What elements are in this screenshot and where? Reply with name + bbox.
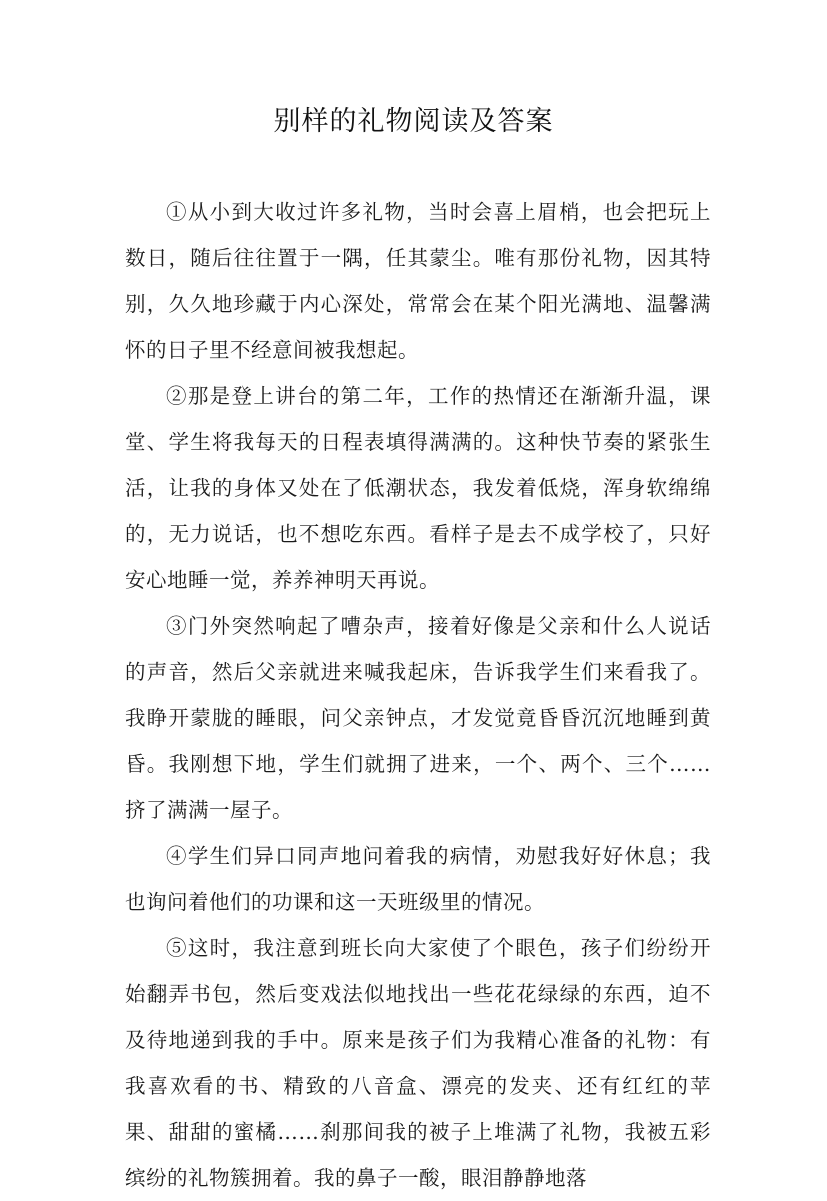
paragraph-2: ②那是登上讲台的第二年，工作的热情还在渐渐升温，课堂、学生将我每天的日程表填得满满的。这种快节奏的紧张生活，让我的身体又处在了低潮状态，我发着低烧，浑身软绵绵的，无力说话，也不想吃东西。看样子是去不成学校了，只好安心地睡一觉，养养神明天再说。 (125, 384, 711, 592)
paragraph-4: ④学生们异口同声地问着我的病情，劝慰我好好休息；我也询问着他们的功课和这一天班级里的情况。 (125, 844, 711, 914)
paragraph-5: ⑤这时，我注意到班长向大家使了个眼色，孩子们纷纷开始翻弄书包，然后变戏法似地找出一些花花绿绿的东西，迫不及待地递到我的手中。原来是孩子们为我精心准备的礼物：有我喜欢看的书、精致的八音盒、漂亮的发夹、还有红红的苹果、甜甜的蜜橘……刹那间我的被子上堆满了礼物，我被五彩缤纷的礼物簇拥着。我的鼻子一酸，眼泪静静地落 (125, 936, 711, 1190)
paragraph-1: ①从小到大收过许多礼物，当时会喜上眉梢，也会把玩上数日，随后往往置于一隅，任其蒙尘。唯有那份礼物，因其特别，久久地珍藏于内心深处，常常会在某个阳光满地、温馨满怀的日子里不经意间被我想起。 (125, 200, 711, 362)
paragraph-3: ③门外突然响起了嘈杂声，接着好像是父亲和什么人说话的声音，然后父亲就进来喊我起床，告诉我学生们来看我了。我睁开蒙胧的睡眼，问父亲钟点，才发觉竟昏昏沉沉地睡到黄昏。我刚想下地，学生们就拥了进来，一个、两个、三个……挤了满满一屋子。 (125, 614, 711, 822)
document-body (125, 189, 711, 1201)
document-title: 别样的礼物阅读及答案 (273, 106, 554, 137)
